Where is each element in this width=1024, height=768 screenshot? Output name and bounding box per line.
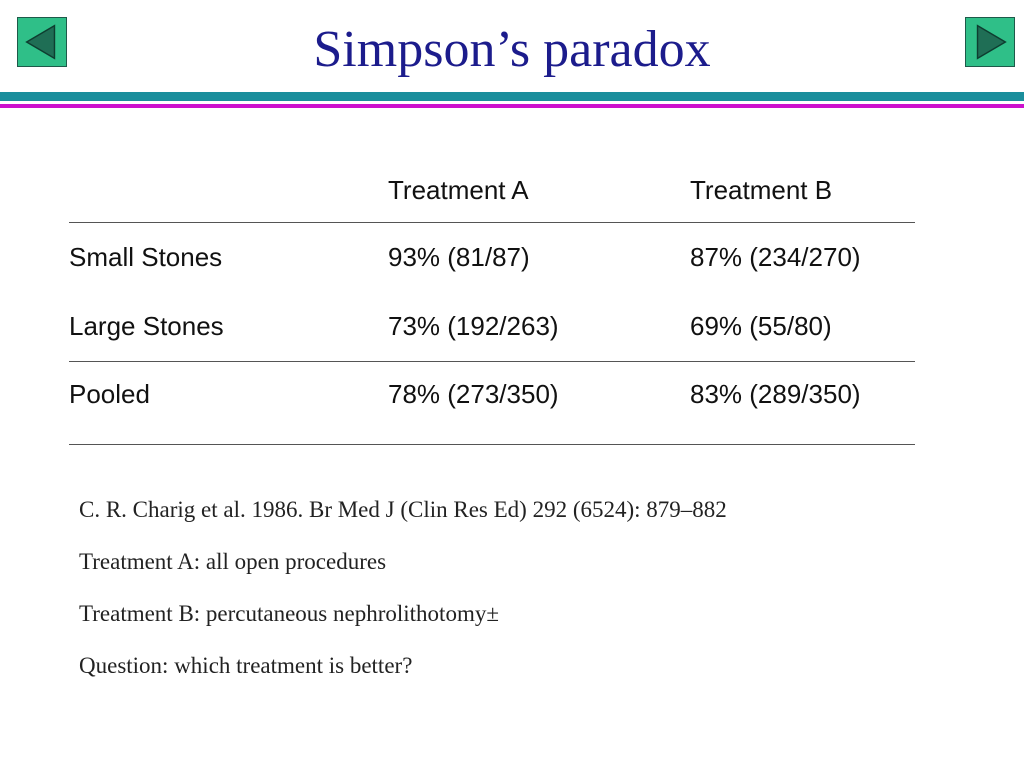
treatment-a-note: Treatment A: all open procedures [79, 549, 387, 574]
treatment-a-value: 78% (273/350) [388, 378, 559, 409]
notes-block [79, 496, 727, 704]
header-cell-empty [69, 158, 388, 223]
header-rule-magenta [0, 104, 1024, 108]
treatment-a-value: 73% (192/263) [388, 311, 559, 341]
treatment-b-value: 87% (234/270) [690, 242, 861, 272]
citation-note: C. R. Charig et al. 1986. Br Med J (Clin Res Ed) 292 (6524): 879–882 [79, 497, 727, 522]
table-row-pooled [69, 362, 915, 445]
treatment-b-note: Treatment B: percutaneous nephrolithotomy± [79, 601, 499, 626]
row-label: Small Stones [69, 242, 223, 272]
header-treatment-b: Treatment B [690, 174, 833, 205]
header-rule-teal [0, 92, 1024, 101]
slide-title: Simpson’s paradox [313, 21, 711, 78]
header-treatment-a: Treatment A [388, 174, 529, 205]
treatment-b-value: 83% (289/350) [690, 378, 861, 409]
table-row-small-stones [69, 223, 915, 293]
row-label: Pooled [69, 378, 150, 409]
kidney-stones-table [69, 158, 915, 445]
table-row-large-stones [69, 292, 915, 362]
row-label: Large Stones [69, 311, 224, 341]
table-header-row [69, 158, 915, 223]
next-slide-button[interactable] [965, 17, 1015, 67]
triangle-right-icon [966, 18, 1014, 66]
treatment-a-value: 93% (81/87) [388, 242, 530, 272]
treatment-b-value: 69% (55/80) [690, 311, 832, 341]
question-note: Question: which treatment is better? [79, 653, 413, 678]
